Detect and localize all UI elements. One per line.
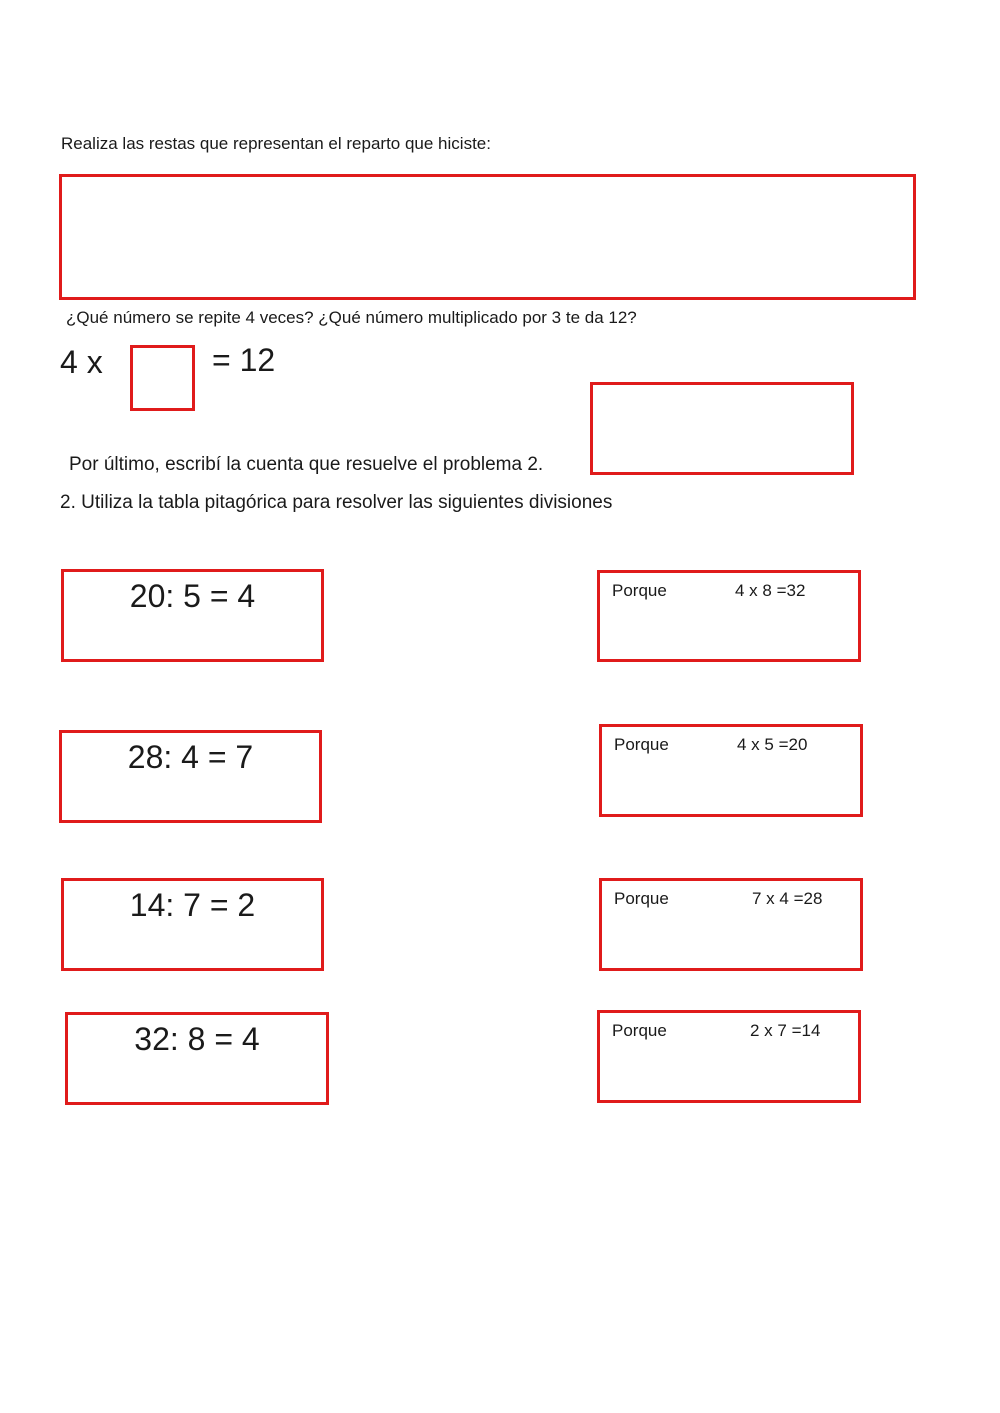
instruction-punto2: 2. Utiliza la tabla pitagórica para resolver las siguientes divisiones: [60, 492, 613, 513]
instruction-pregunta: ¿Qué número se repite 4 veces? ¿Qué número multiplicado por 3 te da 12?: [66, 308, 637, 327]
restas-answer-box[interactable]: [59, 174, 916, 300]
multiplication-text: 7 x 4 =28: [752, 889, 823, 908]
division-equation: 14: 7 = 2: [129, 887, 256, 923]
multiplication-text: 4 x 8 =32: [735, 581, 806, 600]
division-box-2[interactable]: [59, 730, 322, 823]
division-equation: 32: 8 = 4: [134, 1021, 260, 1057]
equation-right: = 12: [212, 342, 276, 378]
reason-box-1[interactable]: [597, 570, 861, 662]
porque-label: Porque: [614, 735, 669, 754]
cuenta-answer-box[interactable]: [590, 382, 854, 475]
multiplication-text: 4 x 5 =20: [737, 735, 808, 754]
reason-box-2[interactable]: [599, 724, 863, 817]
division-box-3[interactable]: [61, 878, 324, 971]
reason-box-4[interactable]: [597, 1010, 861, 1103]
multiplication-text: 2 x 7 =14: [750, 1021, 821, 1040]
division-box-1[interactable]: [61, 569, 324, 662]
equation-left: 4 x: [60, 344, 103, 380]
missing-factor-box[interactable]: [130, 345, 195, 411]
porque-label: Porque: [612, 581, 667, 600]
porque-label: Porque: [614, 889, 669, 908]
porque-label: Porque: [612, 1021, 667, 1040]
division-box-4[interactable]: [65, 1012, 329, 1105]
division-equation: 20: 5 = 4: [129, 578, 256, 614]
reason-box-3[interactable]: [599, 878, 863, 971]
instruction-restas: Realiza las restas que representan el reparto que hiciste:: [61, 134, 491, 153]
instruction-ultimo: Por último, escribí la cuenta que resuelve el problema 2.: [69, 454, 544, 475]
division-equation: 28: 4 = 7: [127, 739, 254, 775]
